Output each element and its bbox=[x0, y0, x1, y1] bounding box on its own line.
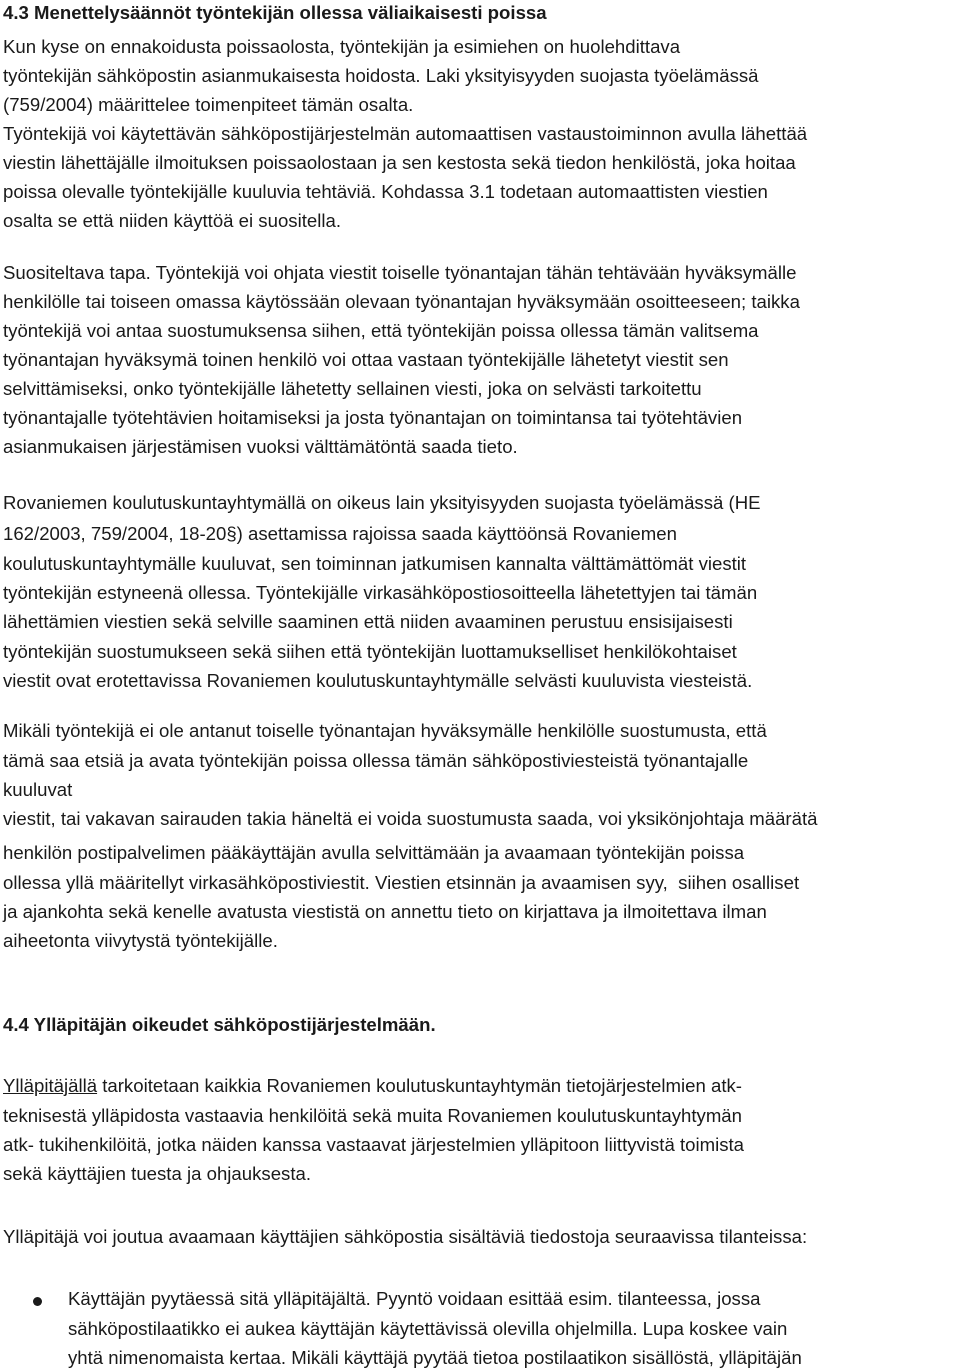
paragraph-line: 162/2003, 759/2004, 18-20§) asettamissa rajoissa saada käyttöönsä Rovaniemen bbox=[3, 523, 677, 544]
paragraph-line: työntekijän sähköpostin asianmukaisesta hoidosta. Laki yksityisyyden suojasta työelämässä bbox=[3, 65, 759, 86]
paragraph-line: henkilölle tai toiseen omassa käytössään olevaan työnantajan hyväksymään osoitteeseen; taikka bbox=[3, 291, 800, 312]
paragraph-line: viestin lähettäjälle ilmoituksen poissaolostaan ja sen kestosta sekä tiedon henkilöstä, joka hoitaa bbox=[3, 152, 796, 173]
bullet-icon bbox=[33, 1297, 42, 1306]
list-item-line: Käyttäjän pyytäessä sitä ylläpitäjältä. Pyyntö voidaan esittää esim. tilanteessa, jossa bbox=[68, 1288, 761, 1309]
paragraph-line: (759/2004) määrittelee toimenpiteet tämän osalta. bbox=[3, 94, 414, 115]
paragraph-line: lähettämien viestien sekä selville saaminen että niiden avaaminen perustuu ensisijaisesti bbox=[3, 611, 733, 632]
list-item-line: yhtä nimenomaista kertaa. Mikäli käyttäjä pyytää tietoa postilaatikon sisällöstä, ylläpitäjän bbox=[68, 1347, 802, 1368]
paragraph-line: työntekijä voi antaa suostumuksensa siihen, että työntekijän poissa ollessa tämän valitsema bbox=[3, 320, 759, 341]
paragraph-line: teknisestä ylläpidosta vastaavia henkilöitä sekä muita Rovaniemen koulutuskuntayhtymän bbox=[3, 1105, 742, 1126]
paragraph-line: kuuluvat bbox=[3, 779, 73, 800]
paragraph-line: atk- tukihenkilöitä, jotka näiden kanssa vastaavat järjestelmien ylläpitoon liittyvistä toimista bbox=[3, 1134, 745, 1155]
paragraph-text: tarkoitetaan kaikkia Rovaniemen koulutuskuntayhtymän tietojärjestelmien atk- bbox=[97, 1075, 742, 1096]
paragraph-line: selvittämiseksi, onko työntekijälle lähetetty sellainen viesti, joka on selvästi tarkoitettu bbox=[3, 378, 702, 399]
paragraph-line: Suositeltava tapa. Työntekijä voi ohjata viestit toiselle työnantajan tähän tehtävään hyväksymälle bbox=[3, 262, 797, 283]
paragraph-line: viestit, tai vakavan sairauden takia häneltä ei voida suostumusta saada, voi yksikönjohtaja määrätä bbox=[3, 808, 818, 829]
paragraph-line: työntekijän suostumukseen sekä siihen että työntekijän luottamukselliset henkilökohtaiset bbox=[3, 641, 737, 662]
list-item-line: sähköpostilaatikko ei aukea käyttäjän käytettävissä olevilla ohjelmilla. Lupa koskee vain bbox=[68, 1318, 788, 1339]
paragraph-line: työnantajan hyväksymä toinen henkilö voi ottaa vastaan työntekijälle lähetetyt viestit sen bbox=[3, 349, 729, 370]
paragraph-line: Ylläpitäjä voi joutua avaamaan käyttäjien sähköpostia sisältäviä tiedostoja seuraavissa tilanteissa: bbox=[3, 1226, 808, 1247]
section-heading-4-4: 4.4 Ylläpitäjän oikeudet sähköpostijärjestelmään. bbox=[3, 1014, 436, 1035]
paragraph-line: koulutuskuntayhtymälle kuuluvat, sen toiminnan jatkumisen kannalta välttämättömät viestit bbox=[3, 553, 747, 574]
paragraph-line: viestit ovat erotettavissa Rovaniemen koulutuskuntayhtymälle selvästi kuuluvista viesteistä. bbox=[3, 670, 753, 691]
paragraph-line bbox=[3, 1073, 742, 1099]
term-underlined: Ylläpitäjällä bbox=[3, 1075, 98, 1096]
paragraph-line: ollessa yllä määritellyt virkasähköpostiviestit. Viestien etsinnän ja avaamisen syy, siihen osalliset bbox=[3, 872, 800, 893]
paragraph-line: henkilön postipalvelimen pääkäyttäjän avulla selvittämään ja avaamaan työntekijän poissa bbox=[3, 842, 745, 863]
paragraph-line: osalta se että niiden käyttöä ei suositella. bbox=[3, 210, 341, 231]
paragraph-line: Kun kyse on ennakoidusta poissaolosta, työntekijän ja esimiehen on huolehdittava bbox=[3, 36, 681, 57]
section-heading-4-3: 4.3 Menettelysäännöt työntekijän ollessa väliaikaisesti poissa bbox=[3, 2, 547, 23]
paragraph-line: Työntekijä voi käytettävän sähköpostijärjestelmän automaattisen vastaustoiminnon avulla lähettää bbox=[3, 123, 808, 144]
paragraph-line: asianmukaisen järjestämisen vuoksi välttämätöntä saada tieto. bbox=[3, 436, 518, 457]
paragraph-line: ja ajankohta sekä kenelle avatusta viestistä on annettu tieto on kirjattava ja ilmoitettava ilman bbox=[3, 901, 767, 922]
paragraph-line: tämä saa etsiä ja avata työntekijän poissa ollessa tämän sähköpostiviesteistä työnantajalle bbox=[3, 750, 749, 771]
paragraph-line: Mikäli työntekijä ei ole antanut toiselle työnantajan hyväksymälle henkilölle suostumusta, että bbox=[3, 720, 767, 741]
paragraph-line: työntekijän estyneenä ollessa. Työntekijälle virkasähköpostiosoitteella lähetettyjen tai tämän bbox=[3, 582, 758, 603]
paragraph-line: poissa olevalle työntekijälle kuuluvia tehtäviä. Kohdassa 3.1 todetaan automaattisten viestien bbox=[3, 181, 768, 202]
paragraph-line: sekä käyttäjien tuesta ja ohjauksesta. bbox=[3, 1163, 312, 1184]
paragraph-line: Rovaniemen koulutuskuntayhtymällä on oikeus lain yksityisyyden suojasta työelämässä (HE bbox=[3, 492, 761, 513]
paragraph-line: aiheetonta viivytystä työntekijälle. bbox=[3, 930, 278, 951]
paragraph-line: työnantajalle työtehtävien hoitamiseksi ja josta työnantajan on toimintansa tai työtehtävien bbox=[3, 407, 743, 428]
